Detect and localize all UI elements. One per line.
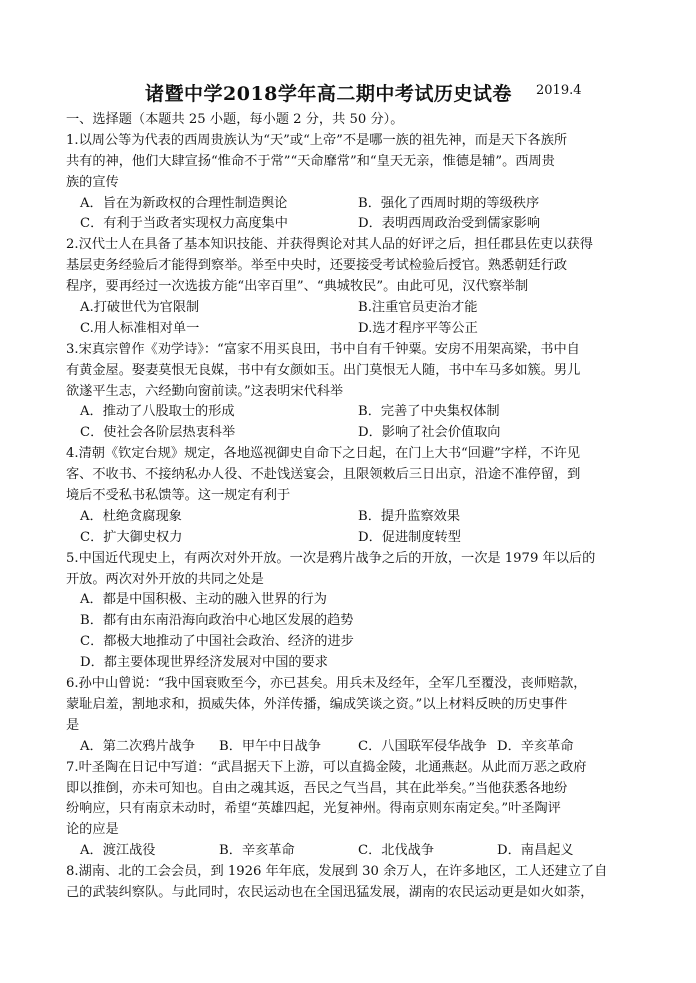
options-row xyxy=(66,214,636,235)
answer-option: B．甲午中日战争 xyxy=(219,738,322,754)
options-row xyxy=(66,402,636,423)
options-row xyxy=(66,528,636,549)
answer-option: D．南昌起义 xyxy=(497,843,574,859)
question-stem-line: 7.叶圣陶在日记中写道：“武昌据天下上游，可以直捣金陵，北通燕赵。从此而万恶之政府 xyxy=(66,759,587,775)
question-stem-line: 基层吏务经验后才能得到察举。举至中央时，还要接受考试检验后授官。熟悉朝廷行政 xyxy=(66,258,568,274)
answer-option: D．影响了社会价值取向 xyxy=(358,425,501,441)
exam-date: 2019.4 xyxy=(536,83,582,98)
answer-option: C．北伐战争 xyxy=(358,843,435,859)
question-3 xyxy=(66,340,636,444)
answer-option: C．使社会各阶层热衷科举 xyxy=(80,425,236,441)
question-stem-line: 蒙耻启羞，割地求和，损威失体，外洋传播，编成笑谈之资。”以上材料反映的历史事件 xyxy=(66,696,568,712)
answer-option: A．旨在为新政权的合理性制造舆论 xyxy=(80,195,288,211)
question-5 xyxy=(66,549,636,674)
options-row xyxy=(66,319,636,340)
options-row xyxy=(66,841,636,862)
options-row xyxy=(66,507,636,528)
question-stem-line: 即以推倒，亦未可知也。自由之魂其返，吾民之气当昌，其在此举矣。”当他获悉各地纷 xyxy=(66,780,568,796)
question-1 xyxy=(66,131,636,235)
question-stem-line: 纷响应，只有南京未动时，希望“英雄四起，光复神州。得南京则东南定矣。”叶圣陶评 xyxy=(66,801,561,817)
answer-option: A．渡江战役 xyxy=(80,843,156,859)
answer-option: A.打破世代为官限制 xyxy=(80,300,200,316)
answer-option: A．第二次鸦片战争 xyxy=(80,738,196,754)
questions-container xyxy=(66,131,636,904)
question-stem-line: 有黄金屋。娶妻莫恨无良媒，书中有女颜如玉。出门莫恨无人随，书中车马多如簇。男儿 xyxy=(66,362,581,378)
question-stem-line: 5.中国近代现史上，有两次对外开放。一次是鸦片战争之后的开放，一次是 1979 年以后的 xyxy=(66,550,596,566)
question-stem-line: 己的武装纠察队。与此同时，农民运动也在全国迅猛发展，湖南的农民运动更是如火如荼， xyxy=(66,884,594,900)
question-stem-line: 6.孙中山曾说：“我中国衰败至今，亦已甚矣。用兵未及经年，全军几至覆没，丧师赔款， xyxy=(66,676,587,692)
header xyxy=(0,79,696,107)
answer-option: B．辛亥革命 xyxy=(219,843,295,859)
question-8 xyxy=(66,862,636,904)
page-title: 诸暨中学2018学年高二期中考试历史试卷 xyxy=(145,83,512,105)
section-heading: 一、选择题（本题共 25 小题，每小题 2 分，共 50 分）。 xyxy=(66,112,404,127)
answer-option: D．辛亥革命 xyxy=(497,738,574,754)
question-stem-line: 境后不受私书私馈等。这一规定有利于 xyxy=(66,488,291,504)
question-stem-line: 2.汉代士人在具备了基本知识技能、并获得舆论对其人品的好评之后，担任郡县佐吏以获得 xyxy=(66,237,593,253)
answer-option: A．杜绝贪腐现象 xyxy=(80,508,182,524)
answer-option: C．都极大地推动了中国社会政治、经济的进步 xyxy=(80,634,354,650)
answer-option: D．促进制度转型 xyxy=(358,529,461,545)
answer-option: B．完善了中央集权体制 xyxy=(358,404,500,420)
answer-option: C．扩大御史权力 xyxy=(80,529,183,545)
question-stem-line: 族的宣传 xyxy=(66,174,119,190)
answer-option: B．提升监察效果 xyxy=(358,508,461,524)
question-4 xyxy=(66,444,636,548)
question-stem-line: 8.湖南、北的工会会员，到 1926 年年底，发展到 30 余万人，在许多地区，工人还建立了自 xyxy=(66,864,608,880)
question-list xyxy=(66,110,636,904)
question-7 xyxy=(66,758,636,862)
answer-option: B.注重官员吏治才能 xyxy=(358,300,478,316)
question-stem-line: 1.以周公等为代表的西周贵族认为“天”或“上帝”不是哪一族的祖先神，而是天下各族所 xyxy=(66,132,568,148)
question-stem-line: 4.清朝《钦定台规》规定，各地巡视御史自命下之日起，在门上大书“回避”字样，不许见 xyxy=(66,446,580,462)
question-stem-line: 客、不收书、不接纳私办人役、不赴饯送宴会，且限领敕后三日出京，沿途不准停留，到 xyxy=(66,467,581,483)
answer-option: C.用人标准相对单一 xyxy=(80,320,200,336)
answer-option: C．八国联军侵华战争 xyxy=(358,738,487,754)
question-stem-line: 论的应是 xyxy=(66,822,119,838)
answer-option: C．有利于当政者实现权力高度集中 xyxy=(80,216,288,232)
question-stem-line: 开放。两次对外开放的共同之处是 xyxy=(66,571,264,587)
question-stem-line: 欲遂平生志，六经勤向窗前读。”这表明宋代科举 xyxy=(66,383,344,399)
question-6 xyxy=(66,674,636,758)
options-row xyxy=(66,423,636,444)
answer-option: D.选才程序平等公正 xyxy=(358,320,478,336)
answer-option: B．强化了西周时期的等级秩序 xyxy=(358,195,540,211)
question-stem-line: 程序，要再经过一次选拔方能“出宰百里”、“典城牧民”。由此可见，汉代察举制 xyxy=(66,279,529,295)
options-row xyxy=(66,194,636,215)
options-row xyxy=(66,737,636,758)
answer-option: A．推动了八股取士的形成 xyxy=(80,404,235,420)
question-stem-line: 是 xyxy=(66,717,80,733)
answer-option: B．都有由东南沿海向政治中心地区发展的趋势 xyxy=(80,613,354,629)
question-stem-line: 3.宋真宗曾作《劝学诗》：“富家不用买良田，书中自有千钟粟。安房不用架高梁，书中自 xyxy=(66,341,580,357)
answer-option: D．表明西周政治受到儒家影响 xyxy=(358,216,541,232)
answer-option: A．都是中国积极、主动的融入世界的行为 xyxy=(80,592,327,608)
question-stem-line: 共有的神，他们大肆宣扬“惟命不于常”“天命靡常”和“皇天无亲，惟德是辅”。西周贵 xyxy=(66,153,555,169)
options-row xyxy=(66,298,636,319)
answer-option: D．都主要体现世界经济发展对中国的要求 xyxy=(80,655,328,671)
question-2 xyxy=(66,235,636,339)
